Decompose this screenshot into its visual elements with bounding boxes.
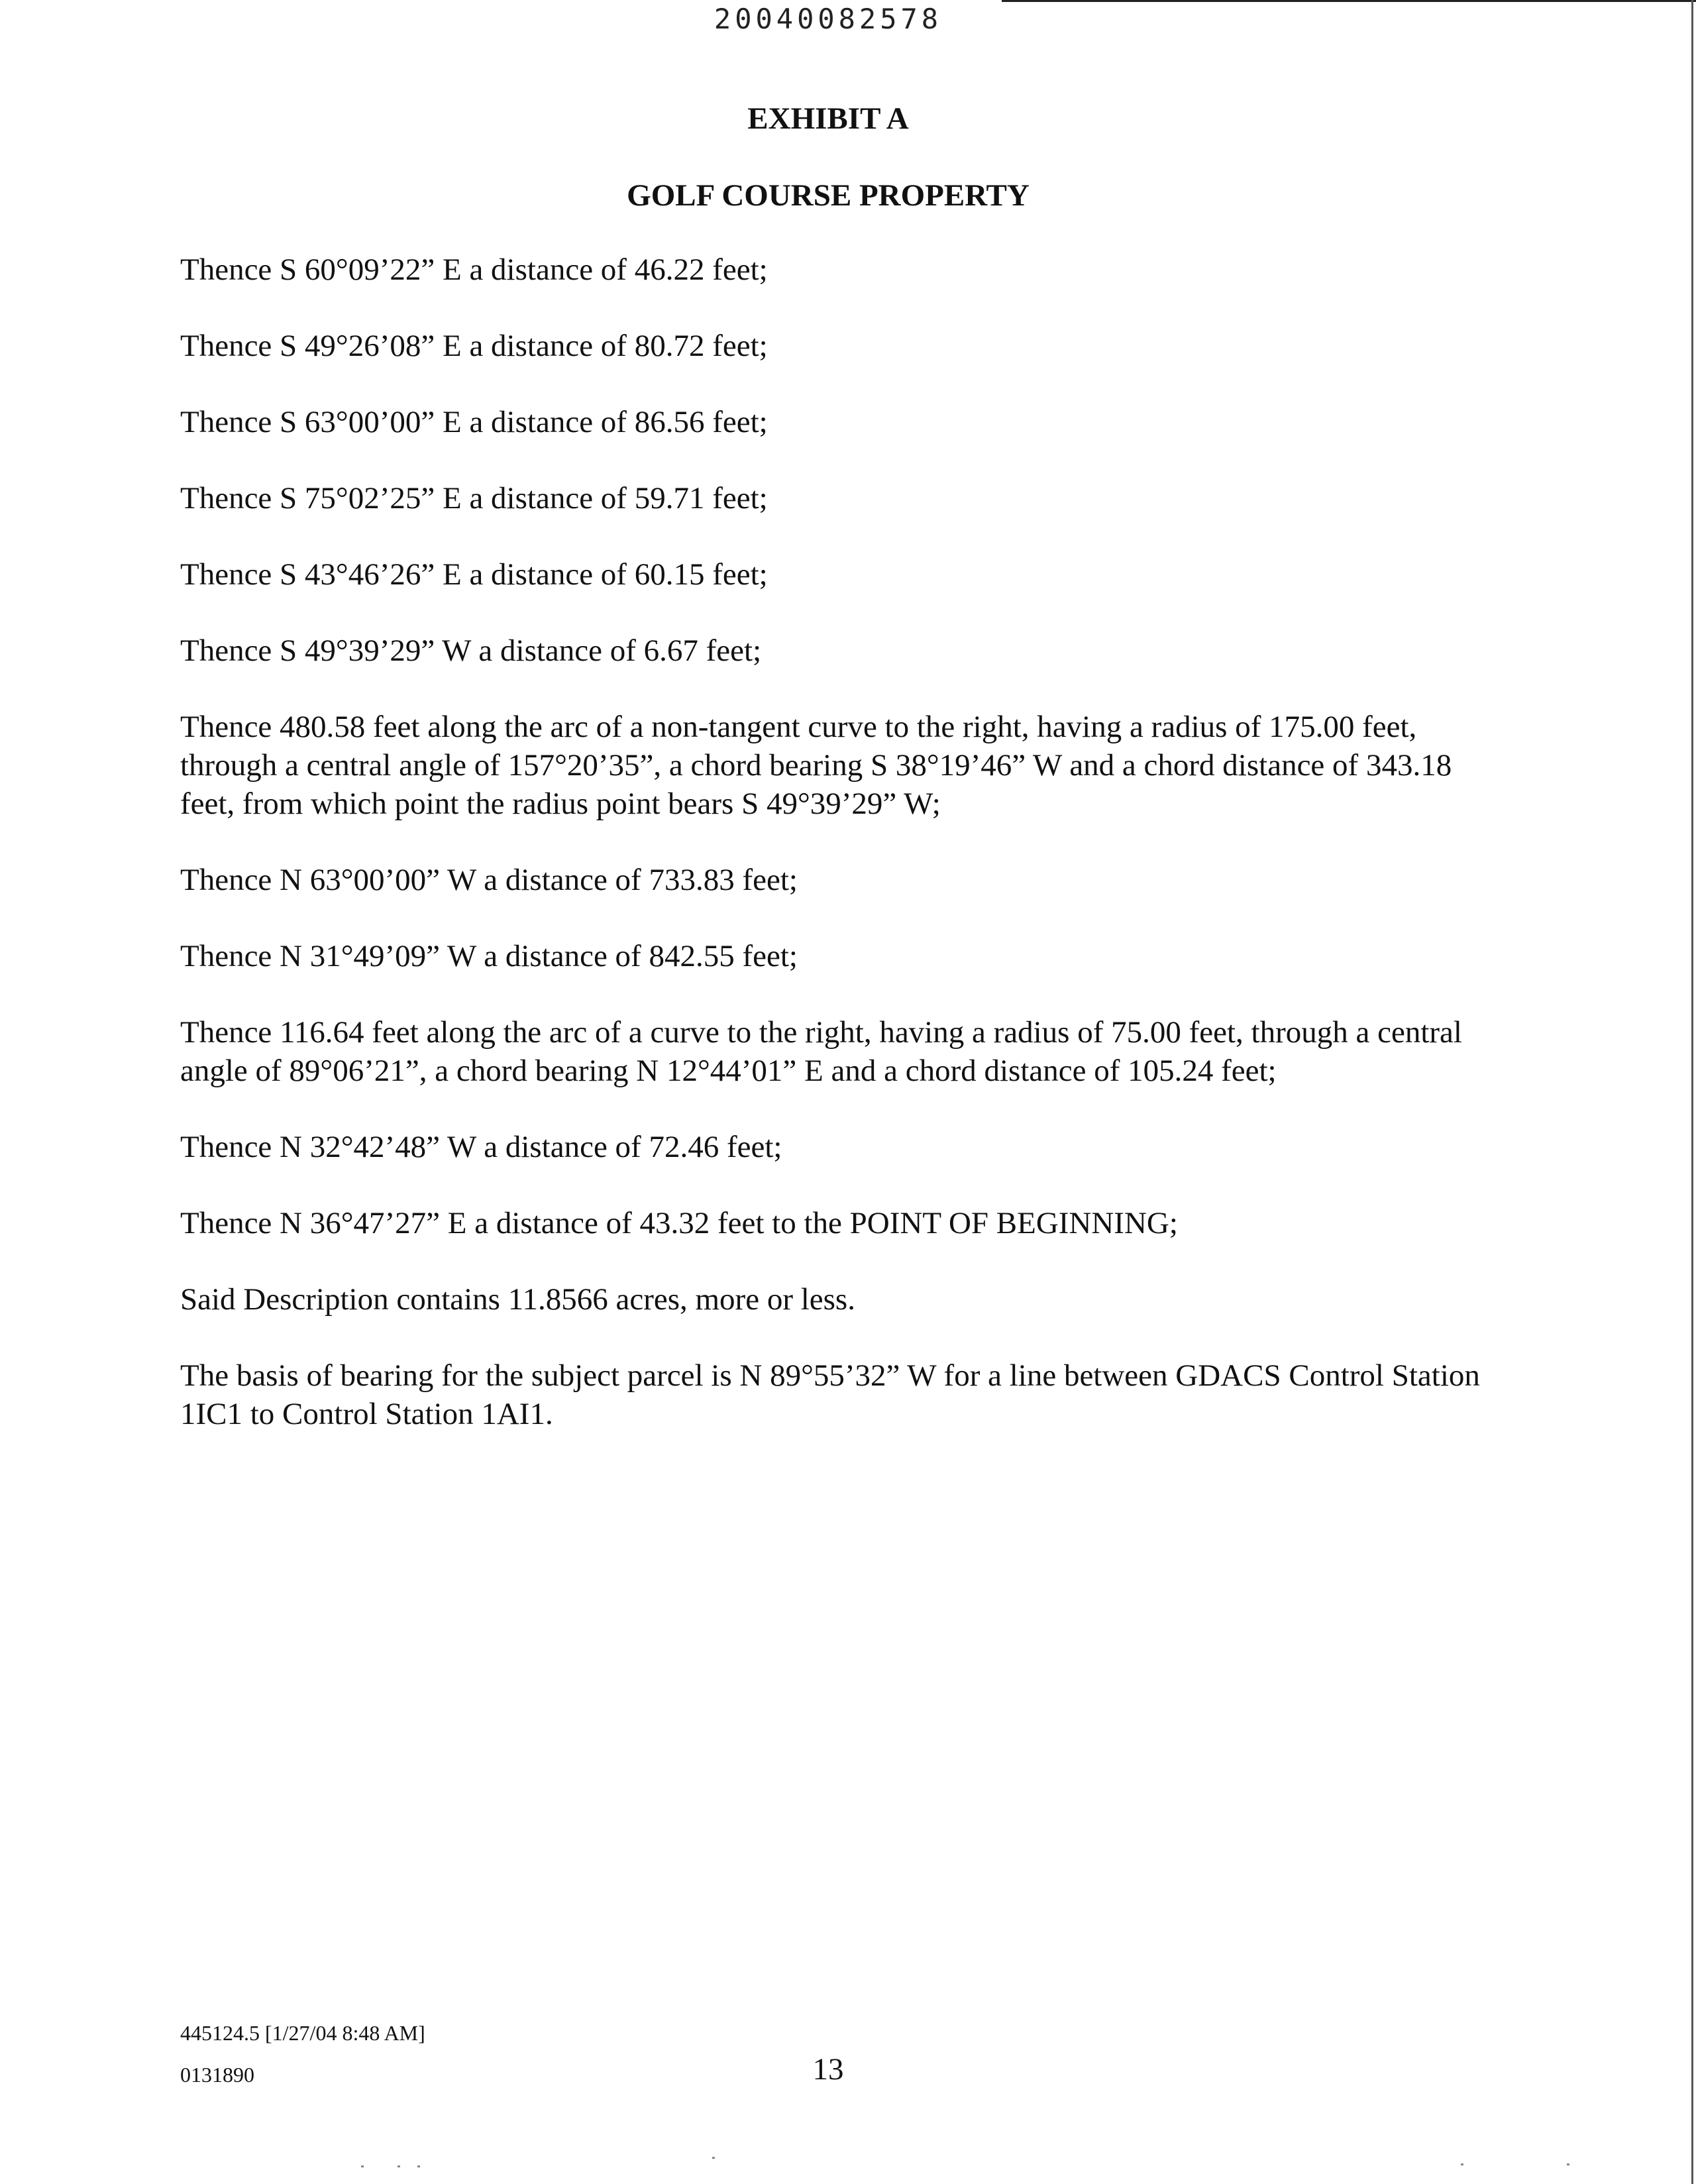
- scan-speck: [1567, 2163, 1569, 2165]
- scan-border-top: [1002, 0, 1696, 2]
- course-call-9: Thence N 32°42’48” W a distance of 72.46 feet;: [180, 1130, 782, 1164]
- scan-speck: [417, 2165, 420, 2167]
- recording-number: 20040082578: [714, 3, 943, 35]
- curve-call-2: Thence 116.64 feet along the arc of a curve to the right, having a radius of 75.00 feet, through a central angle of 89°06’21”, a chord bearing N 12°44’01” E and a chord distance of 105.24 feet;: [180, 1015, 1462, 1088]
- course-call-6: Thence S 49°39’29” W a distance of 6.67 feet;: [180, 633, 762, 668]
- course-call-3: Thence S 63°00’00” E a distance of 86.56 feet;: [180, 405, 768, 439]
- course-call-10: Thence N 36°47’27” E a distance of 43.32 feet to the POINT OF BEGINNING;: [180, 1206, 1178, 1240]
- curve-call-1: Thence 480.58 feet along the arc of a non-tangent curve to the right, having a radius of 175.00 feet, through a central angle of 157°20’35”, a chord bearing S 38°19’46” W and a chord distance of 343.18 feet, from which point the radius point bears S 49°39’29” W;: [180, 710, 1452, 821]
- scan-border-right: [1691, 0, 1693, 2184]
- acreage-statement: Said Description contains 11.8566 acres, more or less.: [180, 1282, 855, 1317]
- scan-speck: [398, 2165, 400, 2167]
- scan-speck: [1461, 2163, 1463, 2165]
- exhibit-title: EXHIBIT A: [747, 101, 909, 136]
- course-call-7: Thence N 63°00’00” W a distance of 733.83 feet;: [180, 863, 798, 897]
- course-call-5: Thence S 43°46’26” E a distance of 60.15 feet;: [180, 557, 768, 592]
- scan-speck: [712, 2157, 715, 2159]
- course-call-4: Thence S 75°02’25” E a distance of 59.71 feet;: [180, 481, 768, 516]
- course-call-1: Thence S 60°09’22” E a distance of 46.22 feet;: [180, 252, 768, 287]
- page-number: 13: [812, 2052, 844, 2087]
- basis-of-bearing: The basis of bearing for the subject parcel is N 89°55’32” W for a line between GDACS Control Station 1IC1 to Control Station 1AI1.: [180, 1358, 1480, 1431]
- footer-document-ref: 445124.5 [1/27/04 8:48 AM]: [180, 2021, 425, 2045]
- scan-speck: [361, 2165, 364, 2167]
- exhibit-subtitle: GOLF COURSE PROPERTY: [627, 178, 1030, 213]
- legal-description: [180, 250, 1505, 1471]
- course-call-8: Thence N 31°49’09” W a distance of 842.55 feet;: [180, 939, 798, 973]
- footer-client-number: 0131890: [180, 2063, 254, 2087]
- course-call-2: Thence S 49°26’08” E a distance of 80.72 feet;: [180, 329, 768, 363]
